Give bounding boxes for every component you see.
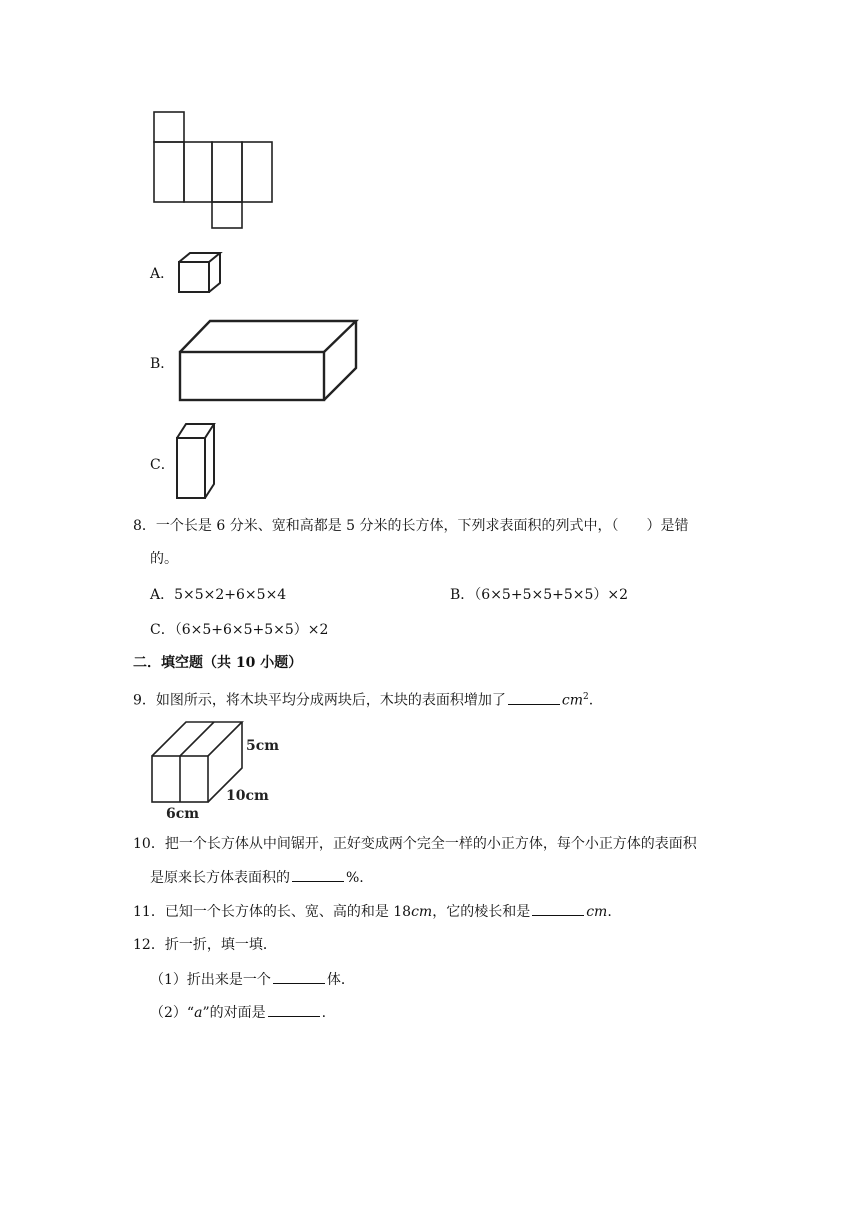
option-a-label: A． (150, 266, 175, 282)
question-9-blank[interactable] (508, 690, 560, 705)
question-11-text: 11．已知一个长方体的长、宽、高的和是 18 (133, 904, 412, 920)
question-10-text: 是原来长方体表面积的 (150, 870, 290, 886)
question-8-line1: 8．一个长是 6 分米、宽和高都是 5 分米的长方体，下列求表面积的列式中，（ ）是错 (133, 518, 689, 534)
question-8-option-c: C．（6×5+6×5+5×5）×2 (150, 622, 329, 638)
question-11-blank[interactable] (532, 901, 584, 916)
question-12-sub2-mid: ”的对面是 (202, 1005, 266, 1021)
question-9 (133, 687, 593, 711)
section-2-title: 二．填空题（共 10 小题） (133, 655, 303, 671)
question-9-text: 9．如图所示，将木块平均分成两块后，木块的表面积增加了 (133, 692, 506, 709)
option-c-prism-figure (172, 420, 222, 502)
question-12-sub2 (150, 1002, 326, 1023)
label-5cm: 5cm (246, 738, 280, 754)
question-8-option-b: B．（6×5+5×5+5×5）×2 (450, 587, 629, 603)
question-12-sub2-var: a (194, 1005, 203, 1021)
question-12-sub1-text: （1）折出来是一个 (150, 972, 271, 988)
option-b-label: B． (150, 356, 175, 372)
question-8-line2: 的。 (150, 551, 178, 567)
question-11-unit1: cm (411, 904, 433, 920)
question-11-end: . (607, 904, 612, 920)
question-12-sub2-after: . (321, 1005, 327, 1021)
question-9-unit: cm (561, 692, 584, 709)
question-12-sub2-text: （2）“ (150, 1005, 195, 1021)
question-12-sub1-after: 体． (326, 972, 355, 988)
question-12-sub2-blank[interactable] (268, 1002, 320, 1017)
wood-block-figure (148, 718, 288, 822)
label-6cm: 6cm (166, 806, 200, 822)
label-10cm: 10cm (226, 788, 269, 804)
question-11-unit2: cm (586, 904, 608, 920)
question-10-blank[interactable] (292, 867, 344, 882)
question-12-sub1-blank[interactable] (273, 969, 325, 984)
question-12-sub1 (150, 969, 355, 990)
question-9-unit-sup: 2 (583, 692, 589, 702)
question-10-line1: 10．把一个长方体从中间锯开，正好变成两个完全一样的小正方体，每个小正方体的表面积 (133, 836, 697, 852)
cuboid-net-figure (150, 110, 280, 232)
option-a-cube-figure (176, 250, 224, 296)
option-b-box-figure (176, 318, 362, 404)
question-9-end: . (588, 692, 594, 709)
question-11-mid: ，它的棱长和是 (432, 904, 531, 920)
question-10-after: %. (346, 870, 364, 886)
option-c-label: C． (150, 457, 175, 473)
question-8-option-a: A．5×5×2+6×5×4 (150, 587, 287, 603)
question-11 (133, 901, 612, 922)
question-12-title: 12．折一折，填一填． (133, 937, 277, 953)
question-10-line2 (150, 867, 364, 888)
